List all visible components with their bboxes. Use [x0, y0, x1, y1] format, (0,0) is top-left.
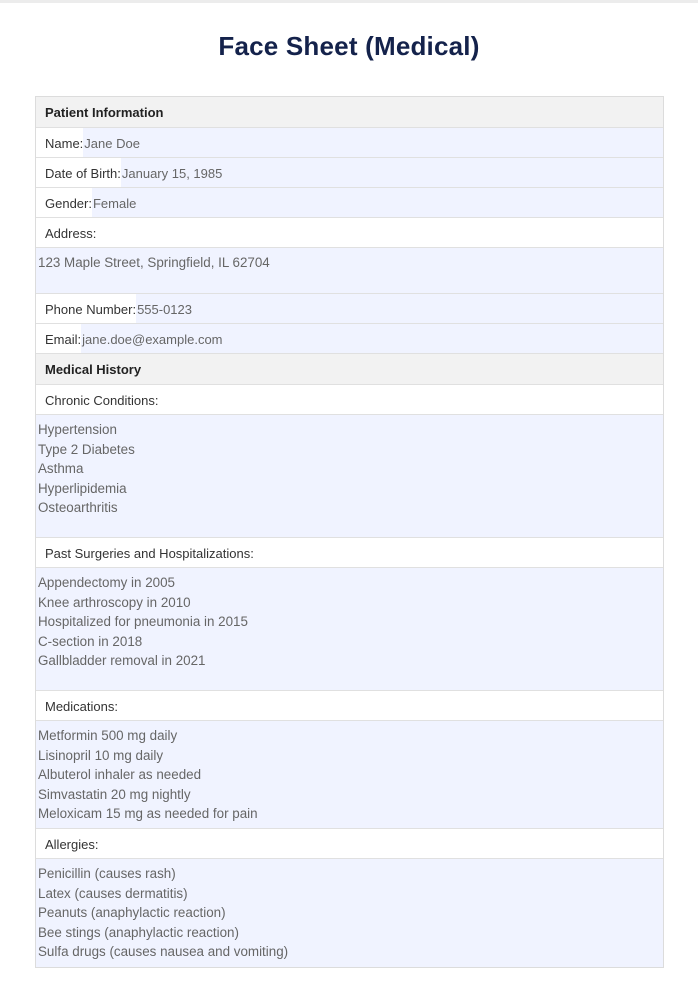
chronic-condition-line: Hyperlipidemia: [38, 480, 127, 496]
email-label: Email:: [36, 324, 81, 353]
address-label: Address:: [36, 218, 96, 247]
phone-label: Phone Number:: [36, 294, 136, 323]
surgeries-field[interactable]: [36, 568, 663, 691]
gender-row: [36, 188, 663, 218]
address-label-row: [36, 218, 663, 248]
medications-field[interactable]: [36, 721, 663, 829]
allergy-line: Penicillin (causes rash): [38, 866, 176, 881]
dob-label: Date of Birth:: [36, 158, 121, 187]
allergy-line: Peanuts (anaphylactic reaction): [38, 905, 226, 920]
allergy-line: Sulfa drugs (causes nausea and vomiting): [38, 944, 289, 959]
phone-field[interactable]: 555-0123: [136, 294, 663, 323]
address-field[interactable]: [36, 248, 663, 294]
email-field[interactable]: jane.doe@example.com: [81, 324, 663, 353]
allergies-label-row: [36, 829, 663, 859]
medication-line: Meloxicam 15 mg as needed for pain: [38, 806, 258, 821]
medication-line: Lisinopril 10 mg daily: [38, 747, 164, 763]
medication-line: Albuterol inhaler as needed: [38, 767, 202, 782]
gender-label: Gender:: [36, 188, 92, 217]
section-heading-patient-information: Patient Information: [36, 97, 663, 128]
surgery-line: Hospitalized for pneumonia in 2015: [38, 614, 248, 629]
chronic-condition-line: Osteoarthritis: [38, 500, 118, 515]
name-label: Name:: [36, 128, 83, 157]
chronic-condition-line: Type 2 Diabetes: [38, 441, 135, 457]
allergies-label: Allergies:: [36, 829, 98, 858]
chronic-condition-line: Hypertension: [38, 422, 117, 437]
name-field[interactable]: Jane Doe: [83, 128, 663, 157]
email-row: [36, 324, 663, 354]
surgery-line: Appendectomy in 2005: [38, 575, 175, 590]
face-sheet-form: [35, 96, 664, 968]
surgeries-label-row: [36, 538, 663, 568]
surgery-line: C-section in 2018: [38, 633, 143, 649]
top-divider: [0, 0, 698, 3]
allergy-line: Latex (causes dermatitis): [38, 885, 188, 901]
section-heading-medical-history: Medical History: [36, 354, 663, 385]
chronic-conditions-field[interactable]: [36, 415, 663, 538]
medication-line: Metformin 500 mg daily: [38, 728, 178, 743]
medications-label-row: [36, 691, 663, 721]
surgery-line: Gallbladder removal in 2021: [38, 653, 206, 668]
surgery-line: Knee arthroscopy in 2010: [38, 594, 191, 610]
medications-label: Medications:: [36, 691, 118, 720]
dob-row: [36, 158, 663, 188]
page-title: Face Sheet (Medical): [218, 31, 480, 61]
allergy-line: Bee stings (anaphylactic reaction): [38, 924, 239, 940]
address-value: 123 Maple Street, Springfield, IL 62704: [38, 255, 270, 270]
medication-line: Simvastatin 20 mg nightly: [38, 786, 191, 802]
gender-field[interactable]: Female: [92, 188, 663, 217]
allergies-field[interactable]: [36, 859, 663, 967]
surgeries-label: Past Surgeries and Hospitalizations:: [36, 538, 254, 567]
chronic-condition-line: Asthma: [38, 461, 84, 476]
dob-field[interactable]: January 15, 1985: [121, 158, 663, 187]
chronic-conditions-label: Chronic Conditions:: [36, 385, 158, 414]
chronic-conditions-label-row: [36, 385, 663, 415]
name-row: [36, 128, 663, 158]
phone-row: [36, 294, 663, 324]
